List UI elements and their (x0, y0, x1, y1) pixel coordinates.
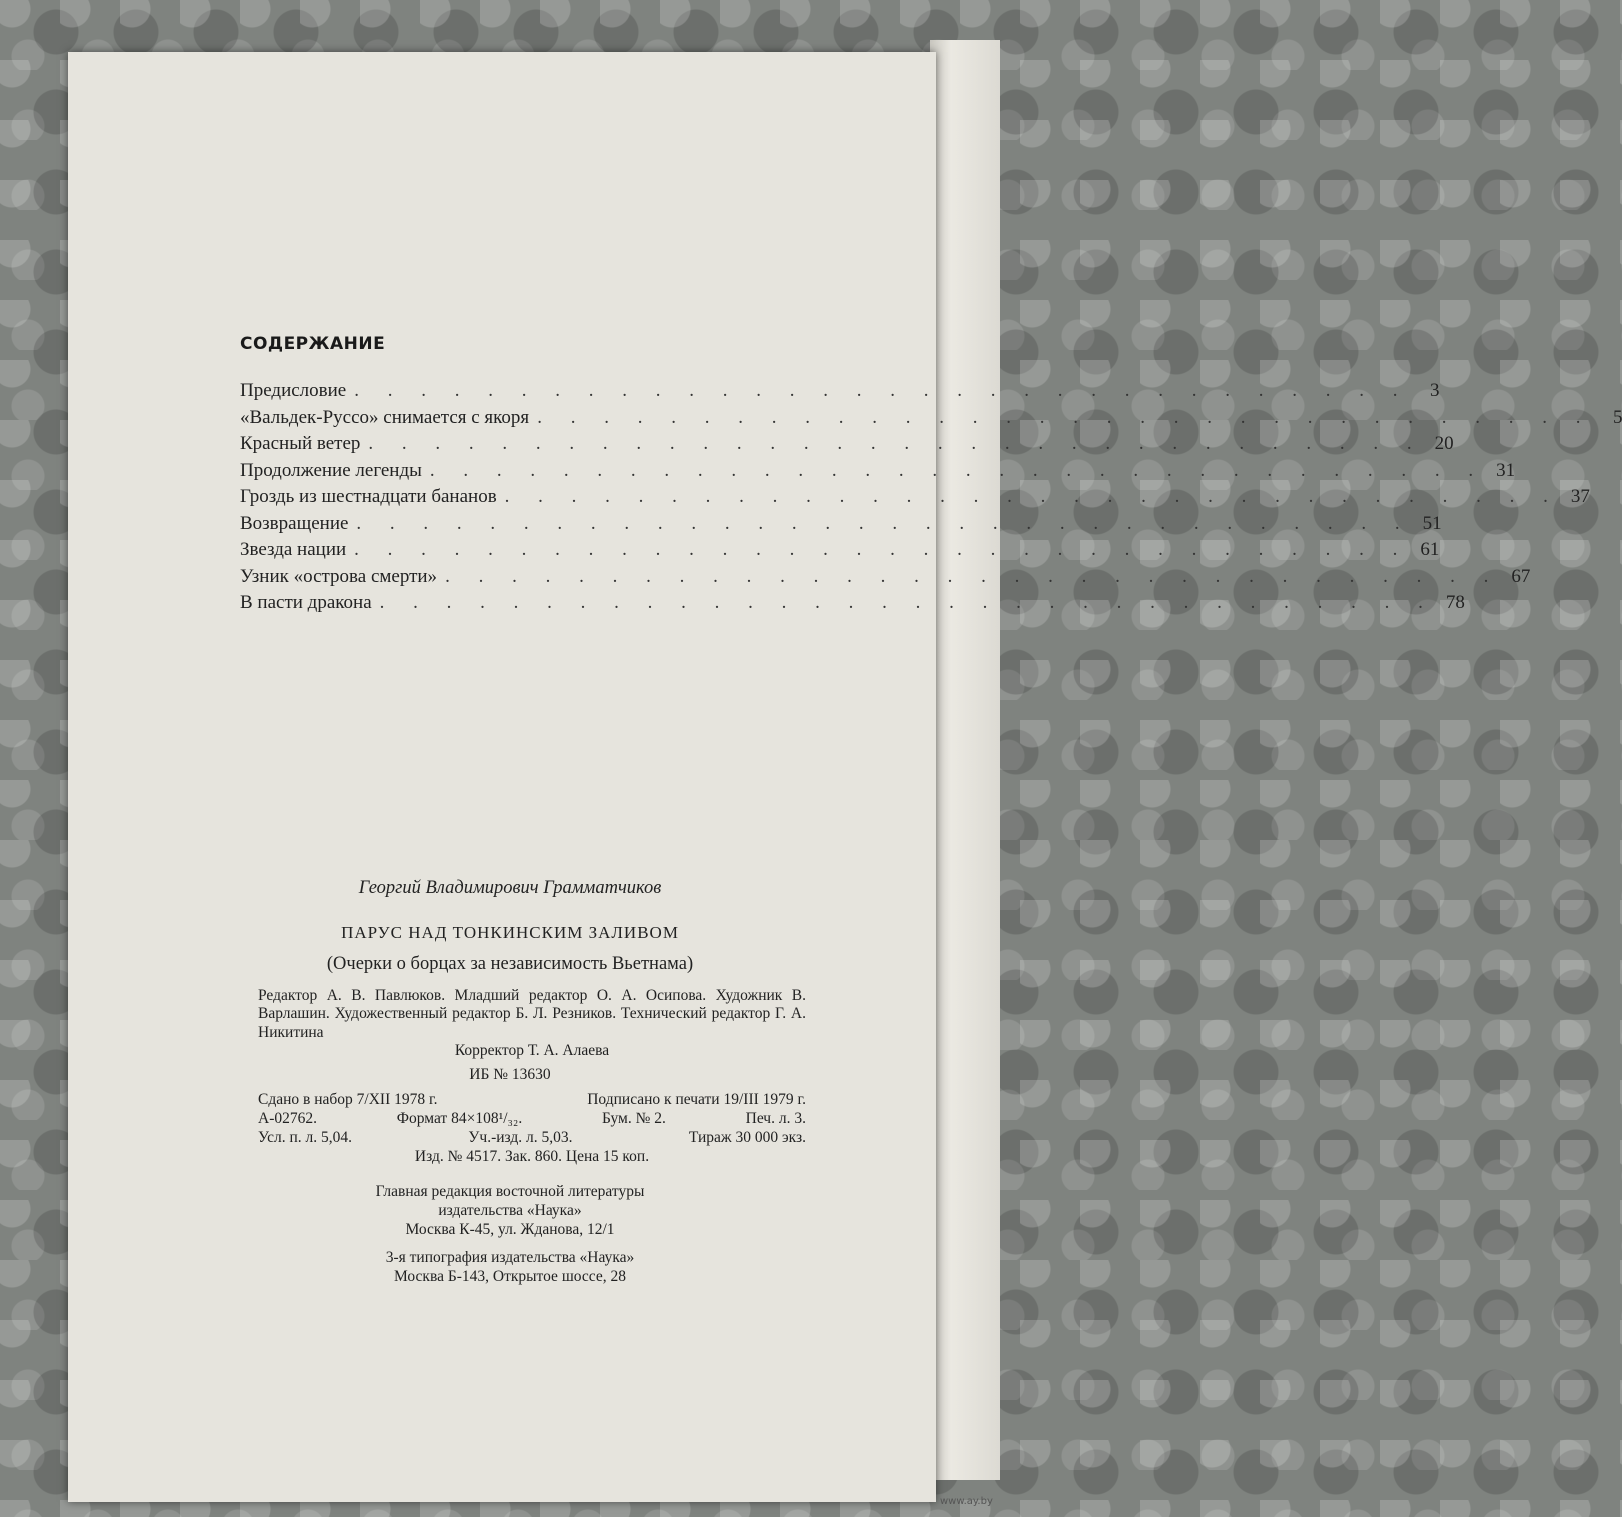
toc-entry-page: 20 (1434, 433, 1454, 454)
credits-block (258, 987, 806, 1060)
toc-leader-dots: . . . . . . . . . . . . . . . . . . . . . . . . . . . . . . . . (445, 565, 1501, 587)
publisher-line: издательства «Наука» (438, 1202, 582, 1219)
toc-entry-title: «Вальдек-Руссо» снимается с якоря (240, 406, 530, 428)
toc-entry-page: 78 (1445, 592, 1465, 613)
toc-entry-title: Гроздь из шестнадцати бананов (240, 486, 497, 507)
table-of-contents (240, 380, 1622, 619)
toc-entry (240, 565, 1531, 593)
toc-entry-page: 31 (1496, 459, 1516, 481)
publisher-line: Москва К-45, ул. Жданова, 12/1 (405, 1221, 615, 1238)
printer-line: 3-я типография издательства «Наука» (385, 1249, 635, 1266)
imprint-field: Формат 84×108¹/₃₂. (396, 1110, 523, 1127)
toc-entry-title: В пасти дракона (240, 592, 372, 613)
imprint-field: Печ. л. 3. (745, 1110, 806, 1127)
ib-number: ИБ № 13630 (469, 1066, 551, 1083)
credits-editors: Редактор А. В. Павлюков. Младший редактор О. А. Осипова. Художник В. Варлашин. Художественный редактор Б. Л. Резников. Технический редактор Г. А. Никитина (258, 987, 806, 1041)
imprint-field: Усл. п. л. 5,04. (258, 1129, 353, 1146)
imprint-field: Бум. № 2. (601, 1110, 666, 1127)
toc-leader-dots: . . . . . . . . . . . . . . . . . . . . . . . . . . . . . . . . (379, 592, 1435, 613)
toc-entry (240, 459, 1516, 487)
toc-entry-title: Узник «острова смерти» (240, 565, 438, 587)
toc-entry (240, 592, 1465, 619)
site-watermark: www.ay.by (940, 1496, 993, 1507)
toc-entry (240, 512, 1442, 540)
toc-leader-dots: . . . . . . . . . . . . . . . . . . . . . . . . . . . . . . . . (368, 433, 1424, 454)
toc-entry-title: Звезда нации (240, 539, 347, 560)
toc-leader-dots: . . . . . . . . . . . . . . . . . . . . . . . . . . . . . . . . (354, 539, 1410, 560)
toc-entry-page: 5 (1612, 406, 1622, 428)
toc-entry (240, 380, 1440, 407)
toc-entry-page: 37 (1570, 486, 1590, 507)
printer-line: Москва Б-143, Открытое шоссе, 28 (394, 1268, 626, 1285)
next-page-edge (930, 40, 1000, 1480)
imprint-line (258, 1147, 806, 1166)
imprint-field: Изд. № 4517. Зак. 860. Цена 15 коп. (414, 1148, 650, 1165)
toc-leader-dots: . . . . . . . . . . . . . . . . . . . . . . . . . . . . . . . . (356, 512, 1412, 534)
author-name: Георгий Владимирович Грамматчиков (358, 878, 662, 898)
toc-entry (240, 486, 1590, 513)
toc-leader-dots: . . . . . . . . . . . . . . . . . . . . . . . . . . . . . . . . (537, 406, 1593, 428)
imprint-field: Уч.-изд. л. 5,03. (468, 1129, 573, 1146)
imprint-line (258, 1090, 806, 1109)
imprint-block (258, 1090, 806, 1166)
toc-entry-title: Продолжение легенды (240, 459, 422, 481)
toc-entry (240, 406, 1622, 434)
contents-heading: СОДЕРЖАНИЕ (240, 334, 386, 354)
toc-entry-title: Красный ветер (240, 433, 361, 454)
credits-corrector: Корректор Т. А. Алаева (454, 1041, 610, 1059)
toc-entry-page: 51 (1422, 512, 1442, 534)
imprint-line (258, 1109, 806, 1128)
imprint-field: Сдано в набор 7/XII 1978 г. (258, 1091, 438, 1108)
publisher-line: Главная редакция восточной литературы (375, 1183, 645, 1200)
toc-leader-dots: . . . . . . . . . . . . . . . . . . . . . . . . . . . . . . . . (504, 486, 1560, 507)
toc-entry (240, 433, 1454, 460)
publisher-block (230, 1182, 790, 1239)
toc-entry-title: Предисловие (240, 380, 347, 401)
book-subtitle: (Очерки о борцах за независимость Вьетнама) (326, 954, 694, 974)
imprint-field: А-02762. (258, 1110, 317, 1127)
toc-leader-dots: . . . . . . . . . . . . . . . . . . . . . . . . . . . . . . . . (354, 380, 1410, 401)
toc-entry (240, 539, 1440, 566)
toc-entry-page: 3 (1429, 380, 1440, 401)
printer-block (230, 1248, 790, 1286)
toc-entry-title: Возвращение (240, 512, 349, 534)
imprint-field: Подписано к печати 19/III 1979 г. (587, 1091, 806, 1108)
imprint-field: Тираж 30 000 экз. (688, 1129, 806, 1146)
book-title: ПАРУС НАД ТОНКИНСКИМ ЗАЛИВОМ (341, 923, 679, 942)
toc-entry-page: 67 (1511, 565, 1531, 587)
toc-entry-page: 61 (1420, 539, 1440, 560)
toc-leader-dots: . . . . . . . . . . . . . . . . . . . . . . . . . . . . . . . . (429, 459, 1486, 481)
imprint-line (258, 1128, 806, 1147)
